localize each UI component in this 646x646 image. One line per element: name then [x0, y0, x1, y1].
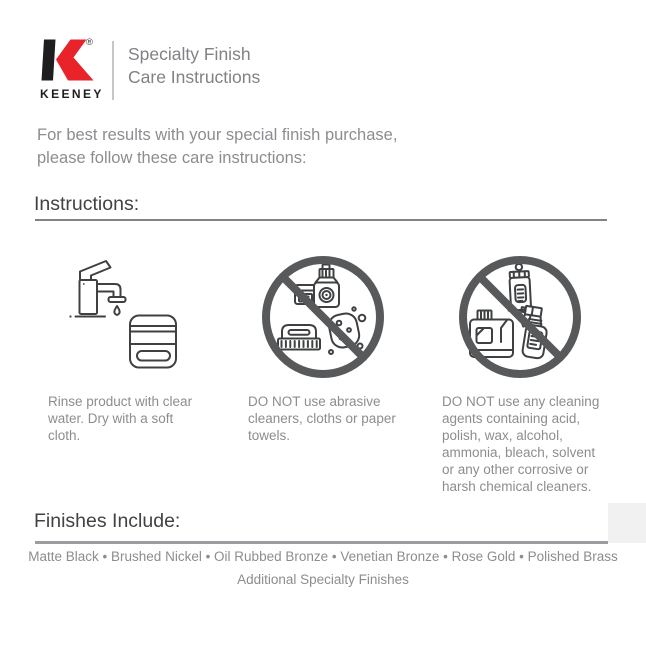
intro-text	[37, 124, 397, 169]
instructions-rule	[35, 219, 607, 221]
title-line-2: Care Instructions	[128, 67, 261, 87]
registered-mark: ®	[86, 37, 93, 48]
intro-line-1: For best results with your special finish purchase,	[37, 126, 398, 144]
cleaner-bottle	[314, 265, 339, 308]
right-edge-artifact	[608, 503, 646, 543]
water-drop	[114, 306, 119, 315]
faucet	[69, 261, 125, 318]
instruction-caption-no-chemicals: DO NOT use any cleaning agents containing acid, polish, wax, alcohol, ammonia, bleach, solvent or any other corrosive or harsh chemical cleaners.	[442, 394, 600, 494]
no-chemical-cleaners-icon	[456, 253, 584, 381]
document-title	[128, 43, 260, 89]
instructions-heading: Instructions:	[34, 193, 140, 215]
additional-finishes: Additional Specialty Finishes	[237, 572, 409, 587]
header-divider	[112, 41, 114, 100]
finishes-rule	[35, 541, 608, 544]
scrub-brush	[278, 325, 320, 350]
intro-line-2: please follow these care instructions:	[37, 148, 307, 167]
instruction-caption-rinse: Rinse product with clear water. Dry with a soft cloth.	[48, 394, 193, 443]
title-line-1: Specialty Finish	[128, 44, 251, 64]
faucet-rinse-icon	[58, 250, 188, 375]
brand-name: KEENEY	[40, 87, 104, 101]
logo-black-bar	[42, 40, 56, 81]
no-abrasive-cleaners-icon	[259, 253, 387, 381]
soft-cloth	[130, 316, 176, 368]
instruction-caption-no-abrasive: DO NOT use abrasive cleaners, cloths or paper towels.	[248, 394, 396, 443]
finishes-heading: Finishes Include:	[34, 510, 181, 532]
finishes-list: Matte Black • Brushed Nickel • Oil Rubbed Bronze • Venetian Bronze • Rose Gold • Polished Brass	[28, 549, 618, 564]
